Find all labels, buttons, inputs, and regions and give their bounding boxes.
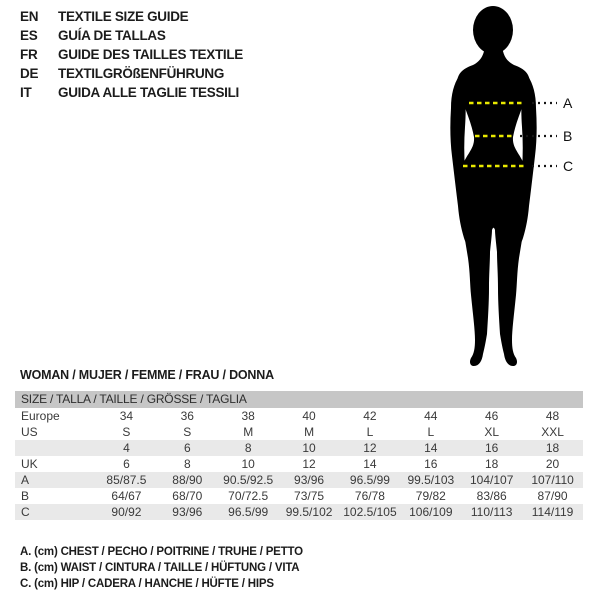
table-cell: S [183,425,192,439]
table-cell: 46 [485,409,499,423]
table-cell: 18 [545,441,560,455]
table-row-label: B [21,489,30,503]
table-cell: 10 [302,441,316,455]
table-cell: 6 [183,441,191,455]
language-row [20,7,243,26]
table-cell: 42 [363,409,377,423]
table-cell: 73/75 [294,489,325,503]
section-title: WOMAN / MUJER / FEMME / FRAU / DONNA [20,368,274,382]
table-cell: 4 [123,441,130,455]
table-cell: 38 [241,409,255,423]
language-list [20,7,243,102]
table-cell: 12 [363,441,377,455]
table-cell: 79/82 [415,489,446,503]
legend-line-waist: B. (cm) WAIST / CINTURA / TAILLE / HÜFTUNG / VITA [20,562,300,574]
marker-label-a: A [563,95,573,111]
table-row [15,504,583,520]
silhouette-body [457,42,530,366]
table-cell: 34 [119,409,134,423]
language-code: IT [20,85,32,100]
table-cell: 64/67 [111,489,142,503]
table-cell: 90.5/92.5 [223,473,274,487]
table-cell: 10 [241,457,255,471]
table-cell: 102.5/105 [343,505,397,519]
marker-label-b: B [563,128,573,144]
table-cell: 106/109 [409,505,453,519]
table-cell: S [122,425,131,439]
table-cell: 68/70 [172,489,203,503]
language-row [20,64,243,83]
table-cell: XXL [541,425,564,439]
table-cell: 48 [545,409,560,423]
language-label: TEXTILE SIZE GUIDE [58,9,189,24]
language-row [20,83,243,102]
table-cell: 70/72.5 [228,489,269,503]
table-row [15,424,583,440]
table-cell: 14 [363,457,377,471]
table-cell: 44 [424,409,438,423]
language-label: GUIDA ALLE TAGLIE TESSILI [58,85,239,100]
marker-label-c: C [563,158,574,174]
table-cell: 76/78 [354,489,385,503]
measurement-legend [20,544,303,592]
table-cell: 18 [485,457,499,471]
table-cell: XL [484,425,500,439]
table-cell: 8 [183,457,191,471]
table-cell: 107/110 [531,473,574,487]
table-cell: 6 [123,457,130,471]
table-cell: 114/119 [531,505,574,519]
table-cell: 8 [244,441,252,455]
size-table-body [15,408,583,520]
table-cell: M [304,425,315,439]
table-cell: 14 [424,441,438,455]
table-cell: M [243,425,254,439]
table-cell: L [366,425,374,439]
language-row [20,45,243,64]
table-row-label: C [21,505,30,519]
table-cell: 87/90 [537,489,568,503]
table-row-label [15,440,96,456]
size-table [15,391,583,520]
language-code: FR [20,47,38,62]
table-row [15,472,583,488]
table-cell: 36 [180,409,194,423]
table-cell: L [427,425,435,439]
table-cell: 85/87.5 [106,473,147,487]
table-cell: 16 [424,457,438,471]
table-row-label: UK [21,457,38,471]
table-row [15,440,583,456]
language-code: DE [20,66,39,81]
table-row [15,488,583,504]
table-cell: 90/92 [111,505,142,519]
language-row [20,26,243,45]
table-cell: 96.5/99 [349,473,390,487]
table-cell: 88/90 [172,473,203,487]
table-cell: 99.5/103 [407,473,455,487]
table-row-label: Europe [21,409,60,423]
table-cell: 16 [485,441,499,455]
table-cell: 20 [545,457,560,471]
table-cell: 83/86 [476,489,507,503]
table-cell: 99.5/102 [285,505,333,519]
legend-line-chest: A. (cm) CHEST / PECHO / POITRINE / TRUHE / PETTO [20,546,303,558]
size-table-header: SIZE / TALLA / TAILLE / GRÖSSE / TAGLIA [15,391,583,408]
table-cell: 12 [302,457,316,471]
measurement-figure [405,0,600,380]
language-code: EN [20,9,39,24]
language-label: TEXTILGRÖßENFÜHRUNG [58,66,225,81]
table-cell: 93/96 [294,473,325,487]
table-cell: 96.5/99 [228,505,269,519]
table-cell: 104/107 [469,473,514,487]
woman-silhouette-svg [405,0,600,380]
language-label: GUÍA DE TALLAS [58,28,166,43]
table-row [15,408,583,424]
table-row-label: US [21,425,38,439]
language-code: ES [20,28,38,43]
legend-line-hip: C. (cm) HIP / CADERA / HANCHE / HÜFTE / HIPS [20,578,274,590]
table-row [15,456,583,472]
table-cell: 110/113 [470,505,513,519]
table-cell: 40 [302,409,316,423]
table-cell: 93/96 [172,505,203,519]
language-label: GUIDE DES TAILLES TEXTILE [58,47,244,62]
table-row-label: A [21,473,30,487]
